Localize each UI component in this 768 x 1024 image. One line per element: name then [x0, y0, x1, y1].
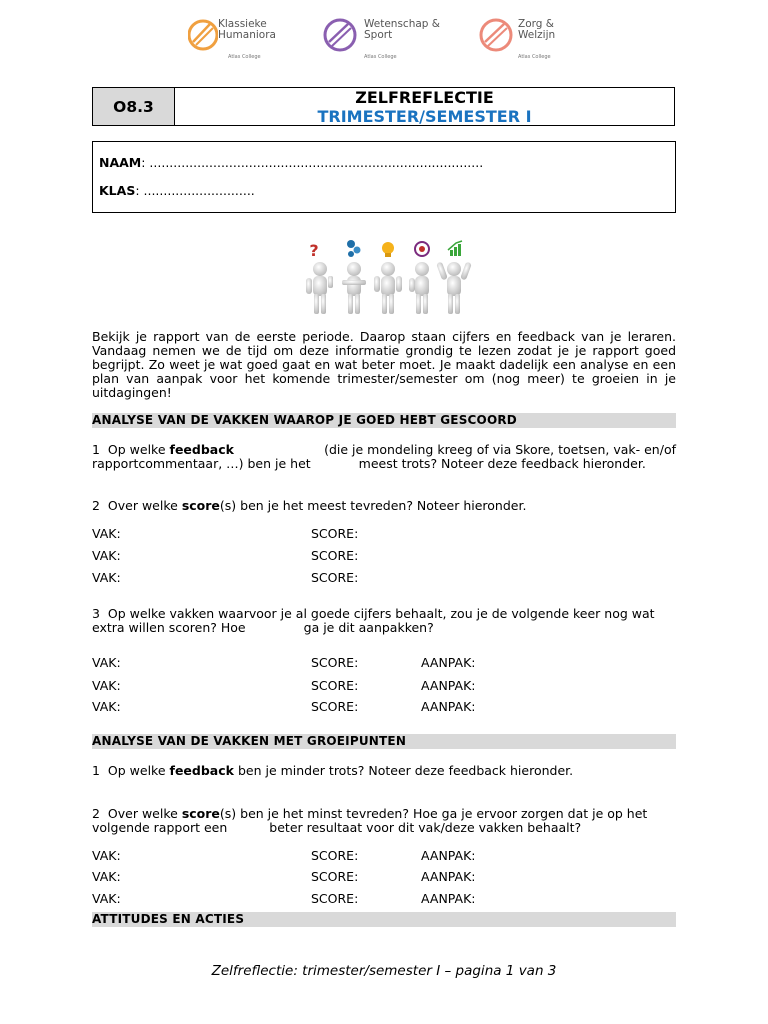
- logo-line2: Humaniora: [218, 29, 276, 41]
- aanpak-label: AANPAK:: [421, 655, 476, 670]
- document-code: O8.3: [93, 88, 175, 125]
- q-text: Op welke vakken waarvoor je al goede cijfers behaalt, zou je de volgende keer nog wat: [107, 606, 655, 621]
- q-text: (s) ben je het minst tevreden? Hoe ga je ervoor zorgen dat je op het: [219, 806, 648, 821]
- s2-question-2-line2: [92, 820, 581, 835]
- lightbulb-icon: [382, 242, 394, 254]
- class-field[interactable]: [99, 183, 255, 198]
- figure-target: [409, 242, 429, 314]
- s1-question-1-line2: [92, 456, 646, 471]
- vak-label: VAK:: [92, 678, 121, 693]
- s2-question-2-line1: [92, 806, 647, 821]
- q-number: 1: [92, 763, 100, 778]
- logo-sub: Atlas College: [364, 54, 397, 60]
- s1-question-3-line1: [92, 606, 655, 621]
- page-title: ZELFREFLECTIE: [355, 88, 494, 107]
- aanpak-label: AANPAK:: [421, 891, 476, 906]
- q-number: 2: [92, 806, 100, 821]
- vak-label: VAK:: [92, 848, 121, 863]
- name-dots: : ....................................................................................: [141, 155, 484, 170]
- reflection-figures-illustration: [296, 238, 476, 318]
- q-text: rapportcommentaar, …) ben je het: [92, 456, 311, 471]
- logo-circle-icon: [322, 18, 360, 52]
- logo-line1: Zorg &: [518, 18, 554, 30]
- s1-question-1-line1: [92, 442, 676, 457]
- q-text: (s) ben je het meest tevreden? Noteer hieronder.: [219, 498, 527, 513]
- vak-label: VAK:: [92, 655, 121, 670]
- name-label: NAAM: [99, 155, 142, 170]
- q-bold: feedback: [169, 442, 234, 457]
- q-text: Op welke: [107, 442, 166, 457]
- q-text: ben je minder trots? Noteer deze feedback hieronder.: [237, 763, 574, 778]
- section-heading-good-scores: ANALYSE VAN DE VAKKEN WAAROP JE GOED HEBT GESCOORD: [92, 413, 676, 428]
- vak-label: VAK:: [92, 526, 121, 541]
- q-text: beter resultaat voor dit vak/deze vakken behaalt?: [269, 820, 582, 835]
- q-text: extra willen scoren? Hoe: [92, 620, 246, 635]
- page-subtitle: TRIMESTER/SEMESTER I: [317, 107, 532, 126]
- s2-question-1: [92, 763, 573, 778]
- score-label: SCORE:: [311, 526, 359, 541]
- aanpak-label: AANPAK:: [421, 678, 476, 693]
- q-bold: feedback: [169, 763, 234, 778]
- section-heading-attitudes: ATTITUDES EN ACTIES: [92, 912, 676, 927]
- class-dots: : ............................: [135, 183, 255, 198]
- vak-label: VAK:: [92, 891, 121, 906]
- name-field[interactable]: [99, 155, 483, 170]
- score-label: SCORE:: [311, 655, 359, 670]
- aanpak-label: AANPAK:: [421, 848, 476, 863]
- logo-line2: Sport: [364, 29, 393, 41]
- s1-question-2: [92, 498, 526, 513]
- q-text: Op welke: [107, 763, 166, 778]
- figure-growth: [436, 241, 472, 314]
- figure-gears: [342, 240, 366, 314]
- vak-label: VAK:: [92, 570, 121, 585]
- q-text: volgende rapport een: [92, 820, 228, 835]
- q-text: (die je mondeling kreeg of via Skore, toetsen, vak- en/of: [324, 442, 676, 457]
- logo-circle-icon: [188, 18, 218, 52]
- figure-question: [306, 241, 333, 314]
- q-text: Over welke: [107, 806, 178, 821]
- logo-line1: Klassieke: [218, 18, 267, 30]
- score-label: SCORE:: [311, 869, 359, 884]
- score-label: SCORE:: [311, 848, 359, 863]
- growth-chart-icon: [450, 250, 453, 256]
- logo-line2: Welzijn: [518, 29, 556, 41]
- logo-circle-icon: [477, 18, 517, 52]
- logo-sub: Atlas College: [228, 54, 261, 60]
- q-text: meest trots? Noteer deze feedback hieronder.: [358, 456, 646, 471]
- q-number: 2: [92, 498, 100, 513]
- score-label: SCORE:: [311, 678, 359, 693]
- score-label: SCORE:: [311, 699, 359, 714]
- q-bold: score: [181, 806, 220, 821]
- page-footer: Zelfreflectie: trimester/semester I – pagina 1 van 3: [211, 963, 557, 979]
- section-heading-growth-points: ANALYSE VAN DE VAKKEN MET GROEIPUNTEN: [92, 734, 676, 749]
- q-text: ga je dit aanpakken?: [303, 620, 434, 635]
- student-info-box: [92, 141, 676, 213]
- q-bold: score: [181, 498, 220, 513]
- logo-line1: Wetenschap &: [364, 18, 440, 30]
- score-label: SCORE:: [311, 891, 359, 906]
- aanpak-label: AANPAK:: [421, 699, 476, 714]
- q-number: 1: [92, 442, 100, 457]
- intro-paragraph: Bekijk je rapport van de eerste periode. Daarop staan cijfers en feedback van je leraren. Vandaag nemen we de tijd om deze informatie grondig te lezen zodat je je rapport goed begrijpt. Zo weet je wat goed gaat en wat beter moet. Je maakt dadelijk een analyse en een plan van aanpak voor het komende trimester/semester om (nog meer) te groeien in je uitdagingen!: [92, 329, 676, 400]
- s1-question-3-line2: [92, 620, 434, 635]
- vak-label: VAK:: [92, 699, 121, 714]
- q-number: 3: [92, 606, 100, 621]
- q-text: Over welke: [107, 498, 178, 513]
- score-label: SCORE:: [311, 570, 359, 585]
- gear-icon: [347, 240, 355, 248]
- vak-label: VAK:: [92, 869, 121, 884]
- question-mark-icon: ?: [309, 241, 319, 260]
- class-label: KLAS: [99, 183, 136, 198]
- aanpak-label: AANPAK:: [421, 869, 476, 884]
- score-label: SCORE:: [311, 548, 359, 563]
- vak-label: VAK:: [92, 548, 121, 563]
- logo-sub: Atlas College: [518, 54, 551, 60]
- figure-idea: [374, 242, 402, 314]
- title-box: [92, 87, 675, 126]
